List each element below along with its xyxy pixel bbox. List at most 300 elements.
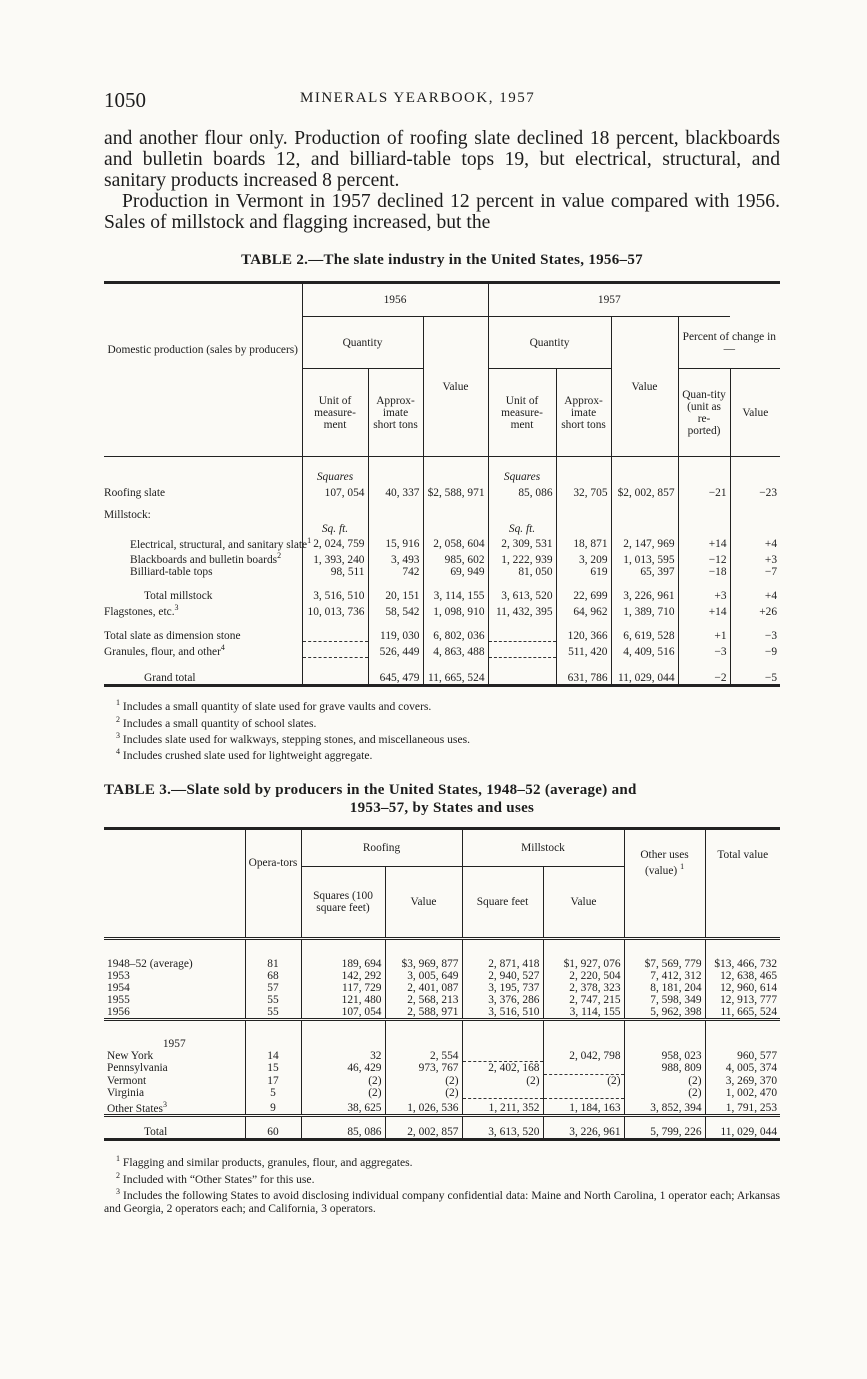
t3-state-row-ou: 958, 023 [624,1050,705,1062]
t2-unit-1957: Sq. ft. [488,521,556,535]
t3-year-row-ou: 5, 962, 398 [624,1006,705,1020]
t2-cell-pq: +1 [678,618,730,642]
table2-footnotes [104,697,780,762]
t3-year-row-rv: 2, 401, 087 [385,982,462,994]
t2-cell-t56: 58, 542 [368,602,423,618]
t2-cell-q56: 107, 054 [302,483,368,499]
t2-pct-value: Value [730,369,780,457]
table2-body [104,457,780,686]
t3-year-row [104,958,780,970]
t2-cell-pq: +14 [678,602,730,618]
t3-squares-header: Squares (100 square feet) [301,866,385,938]
t2-unit-1957: Squares [488,457,556,483]
t2-cell-q57: 1, 222, 939 [488,550,556,566]
t2-cell-pq: −21 [678,483,730,499]
t2-cell-v57: 1, 389, 710 [611,602,678,618]
t3-square-feet-header: Square feet [462,866,543,938]
t3-year-row-sq: 107, 054 [301,1006,385,1020]
t3-roof-value-header: Value [385,866,462,938]
t3-total-row-sq: 85, 086 [301,1116,385,1140]
t2-cell-t56: 645, 479 [368,658,423,686]
t2-footnote-marker: 2 [277,551,282,561]
t3-state-row-ou: 3, 852, 394 [624,1099,705,1116]
t3-year-row-mv: $1, 927, 076 [543,958,624,970]
t2-cell-empty [423,521,488,535]
page-header [104,86,780,116]
t3-state-row [104,1074,780,1087]
t2-cell-q56 [302,642,368,658]
t2-row-label [104,566,302,578]
t3-state-row-sq: 32 [301,1050,385,1062]
t2-cell-empty [556,499,611,521]
t2-row [104,602,780,618]
t2-cell-t57: 64, 962 [556,602,611,618]
t3-year-row-sf: 2, 940, 527 [462,970,543,982]
t2-cell-t56: 526, 449 [368,642,423,658]
t3-state-row [104,1062,780,1075]
t2-cell-t57: 631, 786 [556,658,611,686]
t2-year-1957: 1957 [488,283,730,317]
t3-spacer-cell [245,938,301,958]
t2-cell-v57: 65, 397 [611,566,678,578]
t2-footnote-2: $^2$ Includes a small quantity of school slates. [116,714,317,730]
t2-row-label [104,642,302,658]
t3-total-row-mv: 3, 226, 961 [543,1116,624,1140]
t2-pct-quantity: Quan-tity (unit as re-ported) [678,369,730,457]
t3-year-row-rv: $3, 969, 877 [385,958,462,970]
t2-cell-empty [611,499,678,521]
t3-total-row [104,1116,780,1140]
t3-state-row-ou: (2) [624,1074,705,1087]
t2-unit-1957: Unit of measure-ment [488,369,556,457]
t3-state-row-ops: 14 [245,1050,301,1062]
t3-spacer-cell [543,938,624,958]
t3-year-row-tv: 11, 665, 524 [705,1006,780,1020]
t3-state-row-tv: 1, 791, 253 [705,1099,780,1116]
t3-year-row-mv: 2, 220, 504 [543,970,624,982]
t2-cell-q56: 10, 013, 736 [302,602,368,618]
t2-cell-pq: −12 [678,550,730,566]
t2-cell-pq: +3 [678,578,730,602]
t3-spacer-cell [543,1020,624,1050]
t2-cell-v57: 3, 226, 961 [611,578,678,602]
t2-cell-t56: 20, 151 [368,578,423,602]
t3-year-row-ou: $7, 569, 779 [624,958,705,970]
table3-footnotes [104,1153,780,1215]
t3-state-row-sq: (2) [301,1087,385,1099]
paragraph-1: and another flour only. Production of roofing slate declined 18 percent, blackboards and bulletin boards 12, and billiard-table tops 19, but electrical, structural, and sanitary products increased 8 percent. [104,128,780,191]
t3-state-row-label [104,1087,245,1099]
table3-body [104,938,780,1140]
t2-cell-t57: 3, 209 [556,550,611,566]
t2-row [104,499,780,521]
t3-year-row-tv: $13, 466, 732 [705,958,780,970]
t3-year-row-tv: 12, 960, 614 [705,982,780,994]
t2-cell-t57: 22, 699 [556,578,611,602]
t2-cell-pv: −7 [730,566,780,578]
t3-year-row-label [104,970,245,982]
t2-cell-empty [368,457,423,483]
t3-total-row-ou: 5, 799, 226 [624,1116,705,1140]
t2-cell-empty [423,457,488,483]
t2-cell-empty [368,499,423,521]
t3-state-row-sf: (2) [462,1074,543,1087]
t2-row-label-text: Blackboards and bulletin boards [130,554,278,567]
t3-state-row-rv: 973, 767 [385,1062,462,1075]
t3-total-value-header: Total value [705,828,780,938]
t3-footnote-3: $^3$ Includes the following States to avoid disclosing individual company confidential data: Maine and North Carolina, 1 operator each; Arkansas and Georgia, 2 operators each; and California, 3 operators. [104,1187,780,1215]
t3-year-row-label-text: 1953 [107,970,130,983]
t3-millstock-header: Millstock [462,828,624,866]
t2-cell-q56: 98, 511 [302,566,368,578]
t3-total-row-sf: 3, 613, 520 [462,1116,543,1140]
t2-rowlabel-header: Domestic production (sales by producers) [104,283,302,457]
t2-cell-q57: 81, 050 [488,566,556,578]
table2 [104,281,780,687]
t3-state-row-label [104,1062,245,1075]
t3-year-row-sf: 3, 195, 737 [462,982,543,994]
t3-state-row-mv: (2) [543,1074,624,1087]
t2-cell-t57: 32, 705 [556,483,611,499]
t2-cell-q57: 85, 086 [488,483,556,499]
t3-state-row-ops: 5 [245,1087,301,1099]
t3-state-row-tv: 1, 002, 470 [705,1087,780,1099]
t3-spacer-cell [301,1020,385,1050]
t2-cell-empty [730,457,780,483]
t3-state-row-sf: 2, 402, 168 [462,1062,543,1075]
t3-state-row-label-text: Vermont [107,1074,147,1087]
t3-spacer-cell [245,1020,301,1050]
t2-cell-q57 [488,618,556,642]
t3-state-row [104,1087,780,1099]
t3-year-row-ops: 55 [245,1006,301,1020]
t2-cell-v56: $2, 588, 971 [423,483,488,499]
t2-row-label-text: Granules, flour, and other [104,645,221,658]
t2-row-label [104,618,302,642]
t2-cell-q56: 3, 516, 510 [302,578,368,602]
t3-state-row-ou: 988, 809 [624,1062,705,1075]
t2-cell-q56 [302,618,368,642]
t2-cell-v56: 3, 114, 155 [423,578,488,602]
t2-row-label [104,483,302,499]
t3-spacer-cell [301,938,385,958]
t2-year-1956: 1956 [302,283,488,317]
t3-year-row-sf: 3, 516, 510 [462,1006,543,1020]
t3-year-row-rv: 2, 568, 213 [385,994,462,1006]
t3-total-row-label [104,1116,245,1140]
t3-total-row-tv: 11, 029, 044 [705,1116,780,1140]
t2-unit-spacer [104,521,302,535]
t2-cell-empty [556,457,611,483]
t3-spacer [104,938,780,958]
t3-year-row-sq: 121, 480 [301,994,385,1006]
t3-state-row-sq: 38, 625 [301,1099,385,1116]
t2-cell-empty [730,499,780,521]
t3-total-row-ops: 60 [245,1116,301,1140]
t3-state-row-sf [462,1087,543,1099]
t2-cell-empty [488,499,556,521]
t2-cell-v56: 6, 802, 036 [423,618,488,642]
t3-year-row [104,970,780,982]
t2-value-1957: Value [611,317,678,457]
t2-cell-q57 [488,658,556,686]
t3-spacer-cell [104,938,245,958]
t2-quantity-1957: Quantity [488,317,611,369]
t3-state-row-ops: 9 [245,1099,301,1116]
t3-year-row-sq: 189, 694 [301,958,385,970]
t3-year-row-ops: 68 [245,970,301,982]
t2-row [104,642,780,658]
t3-state-row [104,1099,780,1116]
t2-row-label-text: Total millstock [144,590,213,603]
t2-row-label-text: Electrical, structural, and sanitary slate [130,538,308,551]
t2-cell-t56: 15, 916 [368,535,423,551]
t2-cell-v57: 4, 409, 516 [611,642,678,658]
t3-state-row-ou: (2) [624,1087,705,1099]
t2-cell-v56: 1, 098, 910 [423,602,488,618]
t3-spacer-cell [385,938,462,958]
t3-year-row-sf: 3, 376, 286 [462,994,543,1006]
t2-cell-t56: 3, 493 [368,550,423,566]
t2-cell-v57: 11, 029, 044 [611,658,678,686]
t2-cell-pq: −2 [678,658,730,686]
t2-cell-pv: +4 [730,535,780,551]
t3-year-row [104,1006,780,1020]
t2-row [104,535,780,551]
t3-footnote-1: $^1$ Flagging and similar products, granules, flour, and aggregates. [116,1154,413,1170]
t3-state-row-label [104,1099,245,1116]
t2-footnote-marker: 4 [220,642,225,652]
t3-state-row-rv: 2, 554 [385,1050,462,1062]
t3-state-row-tv: 3, 269, 370 [705,1074,780,1087]
t3-year-row-sq: 117, 729 [301,982,385,994]
t2-row [104,483,780,499]
t2-cell-q57: 11, 432, 395 [488,602,556,618]
t3-mill-value-header: Value [543,866,624,938]
t2-row [104,618,780,642]
t3-state-row-label-text: Pennsylvania [107,1062,168,1075]
t3-year-row-mv: 2, 378, 323 [543,982,624,994]
t3-state-row-mv [543,1062,624,1075]
t3-year-row-rv: 2, 588, 971 [385,1006,462,1020]
t3-year-row [104,994,780,1006]
t2-cell-v56: 11, 665, 524 [423,658,488,686]
t2-unit-1956: Squares [302,457,368,483]
t3-year-row-tv: 12, 913, 777 [705,994,780,1006]
t3-year-1957-row [104,1020,780,1050]
t2-row-label [104,658,302,686]
t3-footnote-2: $^2$ Included with “Other States” for this use. [116,1170,315,1186]
t2-row-label [104,499,302,521]
t2-cell-pv: −3 [730,618,780,642]
t2-unit-row [104,521,780,535]
t3-year-row-ops: 81 [245,958,301,970]
t2-cell-pv: −5 [730,658,780,686]
t2-row-label-text: Total slate as dimension stone [104,629,241,642]
t2-row-label-text: Roofing slate [104,486,166,499]
t3-year-row-label [104,1006,245,1020]
t3-state-row-mv [543,1087,624,1099]
t2-row [104,566,780,578]
t2-row-label-text: Grand total [144,672,196,685]
t3-state-row-sf: 1, 211, 352 [462,1099,543,1116]
t2-cell-empty [368,521,423,535]
t2-cell-empty [730,521,780,535]
t3-state-row-ops: 17 [245,1074,301,1087]
t2-footnote-1: $^1$ Includes a small quantity of slate used for grave vaults and covers. [116,698,432,714]
t3-year-row-ou: 7, 598, 349 [624,994,705,1006]
t3-year-row-mv: 3, 114, 155 [543,1006,624,1020]
t3-spacer-cell [462,1020,543,1050]
t3-state-row-footnote-marker: 3 [163,1099,167,1109]
t3-spacer-cell [385,1020,462,1050]
t2-footnote-marker: 3 [174,603,179,613]
t2-cell-t56: 40, 337 [368,483,423,499]
t2-cell-empty [423,499,488,521]
t2-row [104,658,780,686]
t2-row-label-text: Billiard-table tops [130,566,213,579]
t2-cell-pq: −18 [678,566,730,578]
t3-state-row-label-text: Other States [107,1102,163,1115]
t3-spacer-cell [624,938,705,958]
t2-unit-spacer [104,457,302,483]
t3-spacer-cell [462,938,543,958]
t3-year-1957-label: 1957 [162,1037,186,1050]
t3-state-row-sq: (2) [301,1074,385,1087]
t3-spacer-cell [705,938,780,958]
t2-unit-row [104,457,780,483]
t2-percent-change: Percent of change in— [678,317,780,369]
table2-title: TABLE 2.—The slate industry in the United States, 1956–57 [241,252,643,268]
t2-footnote-marker: 1 [307,535,312,545]
t2-approx-1956: Approx-imate short tons [368,369,423,457]
t3-state-row-mv: 1, 184, 163 [543,1099,624,1116]
t3-year-row-label-text: 1956 [107,1006,130,1019]
t3-state-row-tv: 960, 577 [705,1050,780,1062]
t2-cell-pv: +4 [730,578,780,602]
t2-cell-q56: 1, 393, 240 [302,550,368,566]
t2-unit-1956: Unit of measure-ment [302,369,368,457]
t3-year-row [104,982,780,994]
t3-roofing-header: Roofing [301,828,462,866]
t2-cell-t57: 511, 420 [556,642,611,658]
t2-cell-empty [678,521,730,535]
t3-year-row-sq: 142, 292 [301,970,385,982]
table3 [104,827,780,1142]
t2-cell-t57: 619 [556,566,611,578]
t3-state-row-ops: 15 [245,1062,301,1075]
t3-state-row-label-text: New York [107,1049,154,1062]
t2-cell-pv: −9 [730,642,780,658]
t2-cell-pv: −23 [730,483,780,499]
t3-year-row-label [104,982,245,994]
t2-cell-v56: 69, 949 [423,566,488,578]
t3-operators-header: Opera-tors [245,828,301,938]
t2-row [104,550,780,566]
t2-cell-v57: 1, 013, 595 [611,550,678,566]
t2-row-label-text: Millstock: [104,508,151,521]
t2-cell-empty [611,521,678,535]
t3-state-row-sf [462,1050,543,1062]
document-page [104,86,780,1215]
page-number: 1050 [104,88,146,112]
t2-cell-q57: 3, 613, 520 [488,578,556,602]
t3-state-row-tv: 4, 005, 374 [705,1062,780,1075]
t2-cell-v57: $2, 002, 857 [611,483,678,499]
t3-year-row-ops: 55 [245,994,301,1006]
t3-year-row-label-text: 1954 [107,982,130,995]
t2-row-label [104,550,302,566]
t2-cell-v56: 2, 058, 604 [423,535,488,551]
t3-year-row-ops: 57 [245,982,301,994]
t3-state-row-rv: (2) [385,1074,462,1087]
t3-state-row-rv: 1, 026, 536 [385,1099,462,1116]
t3-year-row-tv: 12, 638, 465 [705,970,780,982]
table3-title-line1: TABLE 3.—Slate sold by producers in the United States, 1948–52 (average) and [104,781,637,798]
t3-spacer-cell [624,1020,705,1050]
t3-year-row-ou: 7, 412, 312 [624,970,705,982]
t2-cell-t57: 120, 366 [556,618,611,642]
t3-year-row-label-text: 1948–52 (average) [107,958,193,971]
t2-cell-v57: 2, 147, 969 [611,535,678,551]
t3-state-row-sq: 46, 429 [301,1062,385,1075]
t2-cell-q56: 2, 024, 759 [302,535,368,551]
t3-year-row-sf: 2, 871, 418 [462,958,543,970]
t3-state-row [104,1050,780,1062]
t2-cell-q57: 2, 309, 531 [488,535,556,551]
t2-cell-t56: 119, 030 [368,618,423,642]
t3-state-row-label-text: Virginia [107,1086,145,1099]
t3-year-row-mv: 2, 747, 215 [543,994,624,1006]
t3-spacer-cell [705,1020,780,1050]
t2-cell-t57: 18, 871 [556,535,611,551]
t3-total-row-rv: 2, 002, 857 [385,1116,462,1140]
t3-year-row-ou: 8, 181, 204 [624,982,705,994]
t2-cell-empty [611,457,678,483]
t3-other-uses-header: Other uses (value) $^1$ [624,828,705,938]
t2-unit-1956: Sq. ft. [302,521,368,535]
t2-row-label-text: Flagstones, etc. [104,605,175,618]
t2-cell-empty [302,499,368,521]
t2-cell-pq: +14 [678,535,730,551]
t2-row [104,578,780,602]
t2-cell-v56: 985, 602 [423,550,488,566]
t2-row-label [104,602,302,618]
t2-cell-q57 [488,642,556,658]
t2-quantity-1956: Quantity [302,317,423,369]
t3-state-row-label [104,1074,245,1087]
t2-cell-empty [678,457,730,483]
t3-year-row-label [104,958,245,970]
t3-year-row-rv: 3, 005, 649 [385,970,462,982]
t2-row-label [104,578,302,602]
t3-year-row-label [104,994,245,1006]
paragraph-2: Production in Vermont in 1957 declined 12 percent in value compared with 1956. Sales of millstock and flagging increased, but the [104,191,780,233]
t3-total-row-label-text: Total [144,1126,168,1139]
t2-cell-pq: −3 [678,642,730,658]
t3-year-row-label-text: 1955 [107,994,130,1007]
t2-cell-pv: +3 [730,550,780,566]
table3-title-line2: 1953–57, by States and uses [349,799,535,816]
t2-cell-v57: 6, 619, 528 [611,618,678,642]
t2-row-label [104,535,312,551]
t2-cell-pv: +26 [730,602,780,618]
t2-footnote-3: $^3$ Includes slate used for walkways, stepping stones, and miscellaneous uses. [116,730,470,746]
t3-state-row-mv: 2, 042, 798 [543,1050,624,1062]
t2-cell-q56 [302,658,368,686]
t2-cell-t56: 742 [368,566,423,578]
running-title: MINERALS YEARBOOK, 1957 [300,90,536,106]
